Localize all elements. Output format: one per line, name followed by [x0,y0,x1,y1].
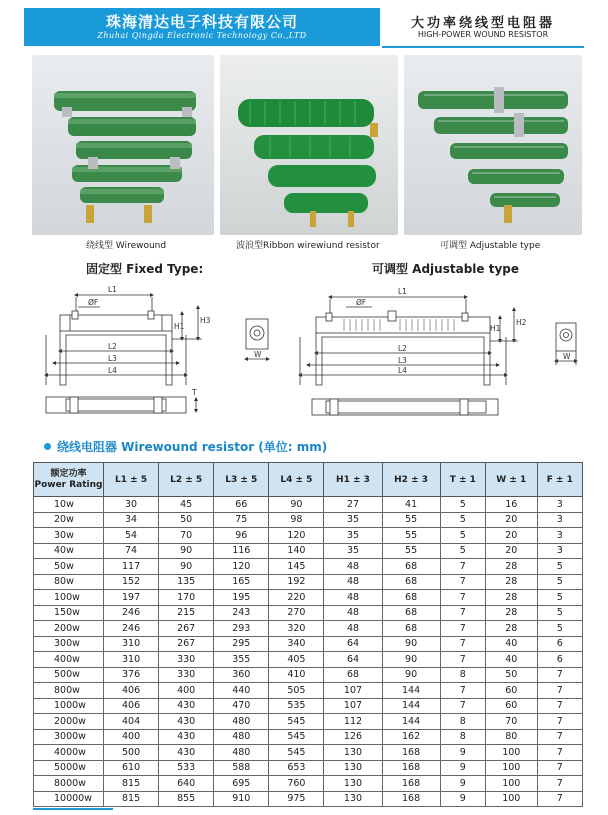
photo-caption-wirewound: 绕线型 Wirewound [86,241,167,251]
table-cell: 126 [324,729,382,745]
table-cell: 470 [214,698,269,714]
table-cell: 430 [159,698,214,714]
table-cell: 90 [382,667,440,683]
cell-power-rating: 4000w [34,745,104,761]
table-cell: 74 [104,543,159,559]
table-cell: 5 [537,559,582,575]
table-cell: 16 [485,497,537,513]
cell-power-rating: 5000w [34,760,104,776]
table-cell: 3 [537,512,582,528]
table-cell: 45 [159,497,214,513]
table-cell: 7 [537,760,582,776]
table-cell: 34 [104,512,159,528]
header-col: L4 ± 5 [269,463,324,497]
table-cell: 117 [104,559,159,575]
table-cell: 410 [269,667,324,683]
wirewound-resistors-image [32,55,214,235]
table-row [34,745,583,761]
table-cell: 430 [159,729,214,745]
table-cell: 310 [104,636,159,652]
table-cell: 295 [214,636,269,652]
cell-power-rating: 80w [34,574,104,590]
table-row [34,574,583,590]
table-cell: 68 [324,667,382,683]
table-cell: 90 [382,652,440,668]
table-cell: 3 [537,543,582,559]
table-row [34,714,583,730]
table-cell: 404 [104,714,159,730]
label-h1: H1 [174,322,185,331]
table-cell: 144 [382,683,440,699]
table-cell: 28 [485,559,537,575]
table-cell: 30 [104,497,159,513]
table-cell: 90 [382,636,440,652]
table-cell: 7 [537,791,582,807]
table-cell: 135 [159,574,214,590]
table-cell: 7 [537,729,582,745]
table-cell: 54 [104,528,159,544]
table-cell: 195 [214,590,269,606]
table-cell: 50 [159,512,214,528]
label-adj-l2: L2 [398,344,407,353]
table-cell: 3 [537,528,582,544]
table-cell: 7 [537,714,582,730]
table-cell: 7 [537,667,582,683]
photo-adjustable [404,55,582,235]
table-cell: 535 [269,698,324,714]
table-row [34,543,583,559]
table-cell: 98 [269,512,324,528]
table-cell: 130 [324,760,382,776]
table-cell: 9 [440,745,485,761]
table-cell: 653 [269,760,324,776]
label-adj-h2: H2 [516,318,527,327]
spec-table [33,462,583,807]
table-cell: 855 [159,791,214,807]
product-name-en: HIGH-POWER WOUND RESISTOR [417,30,549,39]
adjustable-type-side-view [300,297,518,385]
page-header [24,8,584,46]
photo-wirewound [32,55,214,235]
table-cell: 168 [382,760,440,776]
table-cell: 107 [324,683,382,699]
table-cell: 130 [324,776,382,792]
cell-power-rating: 40w [34,543,104,559]
label-adj-f: ØF [356,298,367,307]
table-row [34,512,583,528]
table-cell: 430 [159,714,214,730]
table-cell: 70 [485,714,537,730]
header-col: F ± 1 [537,463,582,497]
table-cell: 20 [485,543,537,559]
table-cell: 168 [382,745,440,761]
table-cell: 48 [324,559,382,575]
table-cell: 68 [382,574,440,590]
label-adj-l4: L4 [398,366,407,375]
header-power-rating [34,463,104,497]
table-row [34,760,583,776]
bullet-dot-icon [44,443,51,450]
table-cell: 162 [382,729,440,745]
table-cell: 545 [269,745,324,761]
table-cell: 815 [104,791,159,807]
table-header-row [34,463,583,497]
table-cell: 355 [214,652,269,668]
label-t: T [192,388,197,397]
cell-power-rating: 3000w [34,729,104,745]
table-cell: 50 [485,667,537,683]
photo-caption-adjustable: 可调型 Adjustable type [440,241,541,251]
table-cell: 35 [324,528,382,544]
table-cell: 9 [440,776,485,792]
table-cell: 48 [324,605,382,621]
table-cell: 5 [537,621,582,637]
table-cell: 168 [382,791,440,807]
table-cell: 7 [440,574,485,590]
fixed-type-side-view [46,295,202,385]
table-cell: 68 [382,605,440,621]
table-row [34,497,583,513]
table-cell: 28 [485,605,537,621]
table-cell: 90 [159,559,214,575]
table-cell: 975 [269,791,324,807]
footer-accent-line [33,808,113,810]
table-cell: 5 [537,605,582,621]
table-cell: 64 [324,636,382,652]
label-h3: H3 [200,316,211,325]
label-adj-l1: L1 [398,287,407,296]
company-name-cn: 珠海清达电子科技有限公司 [105,13,298,31]
table-cell: 100 [485,745,537,761]
table-row [34,776,583,792]
table-row [34,683,583,699]
cell-power-rating: 50w [34,559,104,575]
table-cell: 267 [159,636,214,652]
table-cell: 270 [269,605,324,621]
table-cell: 588 [214,760,269,776]
table-cell: 100 [485,760,537,776]
table-cell: 20 [485,512,537,528]
table-cell: 376 [104,667,159,683]
table-cell: 243 [214,605,269,621]
table-cell: 68 [382,590,440,606]
table-cell: 168 [382,776,440,792]
table-cell: 64 [324,652,382,668]
table-cell: 7 [537,698,582,714]
table-cell: 48 [324,590,382,606]
table-row [34,636,583,652]
table-cell: 40 [485,652,537,668]
table-cell: 246 [104,605,159,621]
table-cell: 68 [382,621,440,637]
table-cell: 400 [104,729,159,745]
table-cell: 320 [269,621,324,637]
table-cell: 400 [159,683,214,699]
header-col: H1 ± 3 [324,463,382,497]
product-name-cn: 大功率绕线型电阻器 [410,16,555,31]
heading-underline [382,46,584,48]
table-cell: 112 [324,714,382,730]
table-cell: 7 [440,652,485,668]
table-cell: 145 [269,559,324,575]
cell-power-rating: 100w [34,590,104,606]
table-cell: 7 [440,698,485,714]
label-l3: L3 [108,354,117,363]
table-cell: 406 [104,698,159,714]
table-cell: 310 [104,652,159,668]
table-cell: 7 [440,605,485,621]
ribbon-resistors-image [220,55,398,235]
table-cell: 7 [537,745,582,761]
company-name-en: Zhuhai Qingda Electronic Technoiogy Co.,LTD [97,31,307,40]
table-cell: 5 [440,528,485,544]
table-cell: 5 [537,590,582,606]
fixed-type-top-view [46,397,196,413]
header-col: H2 ± 3 [382,463,440,497]
table-cell: 140 [269,543,324,559]
label-f: ØF [88,298,99,307]
table-cell: 116 [214,543,269,559]
table-cell: 60 [485,698,537,714]
table-cell: 695 [214,776,269,792]
header-col: L1 ± 5 [104,463,159,497]
table-cell: 120 [214,559,269,575]
table-cell: 144 [382,698,440,714]
table-cell: 70 [159,528,214,544]
cell-power-rating: 400w [34,652,104,668]
header-col: T ± 1 [440,463,485,497]
table-cell: 80 [485,729,537,745]
table-cell: 165 [214,574,269,590]
header-power-en: Power Rating [34,479,103,490]
fixed-type-title: 固定型 Fixed Type: [86,262,204,276]
table-cell: 28 [485,574,537,590]
table-cell: 480 [214,714,269,730]
table-cell: 130 [324,745,382,761]
table-cell: 246 [104,621,159,637]
header-col: W ± 1 [485,463,537,497]
table-cell: 533 [159,760,214,776]
cell-power-rating: 500w [34,667,104,683]
dimension-drawings [0,275,600,425]
section-title-text: 绕线电阻器 Wirewound resistor (单位: mm) [57,440,328,454]
table-cell: 35 [324,543,382,559]
table-cell: 330 [159,652,214,668]
header-power-cn: 额定功率 [50,468,87,479]
table-cell: 340 [269,636,324,652]
table-cell: 8 [440,714,485,730]
table-cell: 7 [537,776,582,792]
table-cell: 610 [104,760,159,776]
table-cell: 40 [485,636,537,652]
table-cell: 90 [159,543,214,559]
table-cell: 48 [324,574,382,590]
table-cell: 545 [269,714,324,730]
table-cell: 90 [269,497,324,513]
table-cell: 440 [214,683,269,699]
table-cell: 5 [440,497,485,513]
table-cell: 48 [324,621,382,637]
table-cell: 3 [537,497,582,513]
table-cell: 35 [324,512,382,528]
table-cell: 107 [324,698,382,714]
table-cell: 7 [440,590,485,606]
cell-power-rating: 10000w [34,791,104,807]
table-cell: 500 [104,745,159,761]
company-banner [24,8,380,46]
table-cell: 27 [324,497,382,513]
table-cell: 9 [440,760,485,776]
table-cell: 267 [159,621,214,637]
table-cell: 5 [440,512,485,528]
table-cell: 8 [440,667,485,683]
table-cell: 192 [269,574,324,590]
label-w: W [254,350,262,359]
table-cell: 41 [382,497,440,513]
cell-power-rating: 1000w [34,698,104,714]
table-cell: 6 [537,636,582,652]
cell-power-rating: 2000w [34,714,104,730]
product-heading [382,8,584,46]
table-cell: 28 [485,590,537,606]
table-cell: 220 [269,590,324,606]
table-cell: 760 [269,776,324,792]
adjustable-type-top-view [312,399,498,415]
table-cell: 170 [159,590,214,606]
cell-power-rating: 10w [34,497,104,513]
table-cell: 360 [214,667,269,683]
table-cell: 55 [382,512,440,528]
table-row [34,667,583,683]
header-col: L3 ± 5 [214,463,269,497]
table-cell: 505 [269,683,324,699]
table-row [34,605,583,621]
label-l4: L4 [108,366,117,375]
table-cell: 100 [485,791,537,807]
table-cell: 640 [159,776,214,792]
table-cell: 910 [214,791,269,807]
table-row [34,590,583,606]
table-row [34,621,583,637]
table-cell: 6 [537,652,582,668]
table-row [34,652,583,668]
table-cell: 28 [485,621,537,637]
table-cell: 60 [485,683,537,699]
table-cell: 100 [485,776,537,792]
table-cell: 5 [440,543,485,559]
label-l1: L1 [108,285,117,294]
table-cell: 197 [104,590,159,606]
table-cell: 406 [104,683,159,699]
table-cell: 330 [159,667,214,683]
cell-power-rating: 200w [34,621,104,637]
table-row [34,698,583,714]
table-cell: 293 [214,621,269,637]
cell-power-rating: 800w [34,683,104,699]
table-cell: 152 [104,574,159,590]
table-cell: 120 [269,528,324,544]
table-cell: 480 [214,745,269,761]
table-cell: 215 [159,605,214,621]
photo-ribbon [220,55,398,235]
table-cell: 405 [269,652,324,668]
table-cell: 75 [214,512,269,528]
table-cell: 7 [537,683,582,699]
table-row [34,559,583,575]
table-cell: 144 [382,714,440,730]
photo-caption-ribbon: 波浪型Ribbon wirewiund resistor [236,241,380,251]
table-cell: 7 [440,559,485,575]
table-cell: 66 [214,497,269,513]
table-cell: 7 [440,621,485,637]
cell-power-rating: 300w [34,636,104,652]
table-cell: 480 [214,729,269,745]
section-title [44,438,327,455]
table-body [34,497,583,807]
adjustable-type-title: 可调型 Adjustable type [372,262,519,276]
cell-power-rating: 30w [34,528,104,544]
table-cell: 68 [382,559,440,575]
table-row [34,729,583,745]
table-row [34,528,583,544]
table-cell: 545 [269,729,324,745]
cell-power-rating: 8000w [34,776,104,792]
table-cell: 430 [159,745,214,761]
label-adj-w: W [563,352,571,361]
table-cell: 55 [382,543,440,559]
table-cell: 8 [440,729,485,745]
table-row [34,791,583,807]
table-cell: 55 [382,528,440,544]
cell-power-rating: 20w [34,512,104,528]
cell-power-rating: 150w [34,605,104,621]
table-cell: 96 [214,528,269,544]
table-cell: 5 [537,574,582,590]
header-col: L2 ± 5 [159,463,214,497]
table-cell: 130 [324,791,382,807]
table-cell: 7 [440,636,485,652]
adjustable-resistors-image [404,55,582,235]
table-cell: 7 [440,683,485,699]
table-cell: 815 [104,776,159,792]
table-cell: 20 [485,528,537,544]
label-adj-l3: L3 [398,356,407,365]
label-l2: L2 [108,342,117,351]
table-cell: 9 [440,791,485,807]
label-adj-h1: H1 [490,324,501,333]
